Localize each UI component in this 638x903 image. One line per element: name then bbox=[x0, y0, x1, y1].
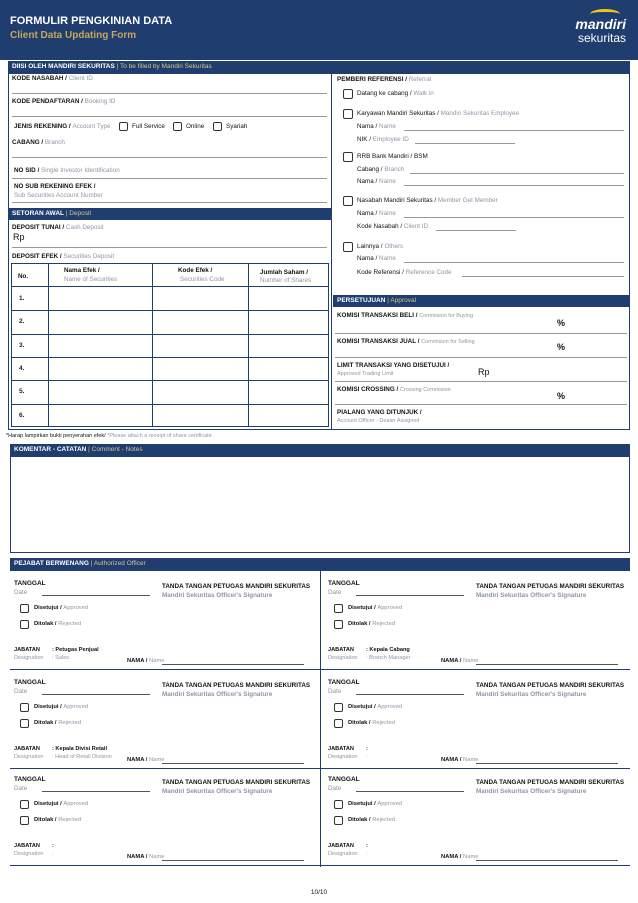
rejected-checkbox[interactable] bbox=[334, 620, 343, 629]
table-row-number: 5. bbox=[19, 388, 25, 396]
table-row-number: 6. bbox=[19, 411, 25, 419]
designation-value: : Head of Retail Division bbox=[52, 754, 112, 760]
signature-label: TANDA TANGAN PETUGAS MANDIRI SEKURITAS bbox=[476, 779, 625, 786]
employee-nik-field[interactable] bbox=[415, 143, 515, 144]
employee-checkbox[interactable] bbox=[343, 109, 353, 119]
jabatan-label: JABATAN bbox=[328, 746, 354, 752]
jabatan-label: JABATAN bbox=[14, 746, 40, 752]
rrb-branch-field[interactable] bbox=[410, 173, 624, 174]
komisi-jual-pct: % bbox=[557, 342, 566, 352]
walkin-label: Datang ke cabang / Walk in bbox=[357, 90, 434, 97]
form-subtitle: Client Data Updating Form bbox=[10, 30, 137, 41]
tanggal-field[interactable] bbox=[42, 791, 150, 792]
syariah-checkbox[interactable] bbox=[213, 122, 222, 131]
table-header-line bbox=[11, 286, 329, 287]
deposit-tunai-rp: Rp bbox=[13, 232, 25, 242]
no-sub-label-en: Sub Securities Account Number bbox=[14, 192, 103, 199]
pialang-label: PIALANG YANG DITUNJUK / bbox=[337, 409, 422, 416]
komisi-beli-label: KOMISI TRANSAKSI BELI / Commision for Buying bbox=[337, 312, 474, 319]
designation-value: : bbox=[366, 754, 368, 760]
rrb-name-label: Nama / Name bbox=[357, 178, 396, 185]
mgm-name-label: Nama / Name bbox=[357, 210, 396, 217]
section-officer-header bbox=[10, 558, 630, 570]
jabatan-value: : Kepala Cabang bbox=[366, 647, 410, 653]
jabatan-label: JABATAN bbox=[14, 647, 40, 653]
tanggal-field[interactable] bbox=[356, 791, 464, 792]
tanggal-label: TANGGAL bbox=[14, 580, 46, 587]
tanggal-label: TANGGAL bbox=[328, 776, 360, 783]
full-service-label: Full Service bbox=[132, 123, 165, 130]
approved-checkbox[interactable] bbox=[20, 800, 29, 809]
no-sub-label: NO SUB REKENING EFEK / bbox=[14, 183, 96, 190]
rejected-label: Ditolak / Rejected bbox=[348, 621, 396, 627]
rejected-checkbox[interactable] bbox=[20, 620, 29, 629]
signature-label-en: Mandiri Sekuritas Officer's Signature bbox=[162, 691, 273, 698]
kode-pendaftaran-field[interactable] bbox=[12, 116, 327, 117]
col-nama: Nama Efek / bbox=[64, 267, 100, 274]
others-checkbox[interactable] bbox=[343, 242, 353, 252]
designation-label: Designation bbox=[328, 851, 358, 857]
nama-field[interactable] bbox=[162, 860, 304, 861]
mandiri-sekuritas-logo bbox=[575, 12, 626, 45]
no-sub-field[interactable] bbox=[12, 202, 327, 203]
officer-block bbox=[326, 674, 626, 766]
komisi-jual-label: KOMISI TRANSAKSI JUAL / Commision for Selling bbox=[337, 338, 475, 345]
others-name-label: Nama / Name bbox=[357, 255, 396, 262]
deposit-tunai-field[interactable] bbox=[12, 247, 327, 248]
designation-label: Designation bbox=[14, 851, 44, 857]
logo-text-2: sekuritas bbox=[577, 31, 626, 45]
jabatan-value: : bbox=[366, 746, 368, 752]
approved-checkbox[interactable] bbox=[20, 703, 29, 712]
syariah-label: Syariah bbox=[226, 123, 248, 130]
nama-field[interactable] bbox=[162, 664, 304, 665]
jabatan-label: JABATAN bbox=[328, 647, 354, 653]
col-jumlah: Jumlah Saham / bbox=[260, 269, 308, 276]
approved-label: Disetujui / Approved bbox=[348, 605, 403, 611]
rrb-label: RRB Bank Mandiri / BSM bbox=[357, 153, 428, 160]
signature-label-en: Mandiri Sekuritas Officer's Signature bbox=[162, 592, 273, 599]
approved-label: Disetujui / Approved bbox=[34, 605, 89, 611]
section-internal-title-en: | To be filled by Mandiri Sekuritas bbox=[116, 63, 212, 70]
table-divider bbox=[152, 263, 153, 427]
signature-label-en: Mandiri Sekuritas Officer's Signature bbox=[476, 592, 587, 599]
rrb-checkbox[interactable] bbox=[343, 152, 353, 162]
approved-label: Disetujui / Approved bbox=[34, 801, 89, 807]
tanggal-label: TANGGAL bbox=[14, 679, 46, 686]
komisi-beli-field[interactable] bbox=[335, 333, 627, 334]
employee-name-field[interactable] bbox=[404, 130, 624, 131]
jabatan-value: : bbox=[366, 843, 368, 849]
officer-column-divider bbox=[320, 571, 321, 867]
table-row-line bbox=[11, 380, 329, 381]
limit-label: LIMIT TRANSAKSI YANG DISETUJUI / bbox=[337, 362, 450, 369]
designation-label: Designation bbox=[328, 754, 358, 760]
designation-value: : bbox=[52, 851, 54, 857]
mgm-client-label: Kode Nasabah / Client ID bbox=[357, 223, 429, 230]
pialang-label-en: Account Officer - Dealer Assigned bbox=[337, 418, 420, 424]
comment-title-en: | Comment - Notes bbox=[88, 446, 143, 453]
page-number: 10/10 bbox=[310, 889, 328, 896]
col-kode: Kode Efek / bbox=[178, 267, 213, 274]
tanggal-label: TANGGAL bbox=[14, 776, 46, 783]
crossing-pct: % bbox=[557, 391, 566, 401]
table-row-line bbox=[11, 404, 329, 405]
signature-label: TANDA TANGAN PETUGAS MANDIRI SEKURITAS bbox=[162, 682, 311, 689]
approval-title: PERSETUJUAN bbox=[337, 297, 386, 304]
tanggal-label: TANGGAL bbox=[328, 580, 360, 587]
approved-checkbox[interactable] bbox=[334, 604, 343, 613]
mgm-name-field[interactable] bbox=[404, 217, 624, 218]
deposit-title-en: | Deposit bbox=[65, 210, 92, 217]
jabatan-value: : Kepala Divisi Retail bbox=[52, 746, 108, 752]
jabatan-label: JABATAN bbox=[328, 843, 354, 849]
mgm-checkbox[interactable] bbox=[343, 196, 353, 206]
signature-label: TANDA TANGAN PETUGAS MANDIRI SEKURITAS bbox=[162, 779, 311, 786]
date-label-en: Date bbox=[328, 688, 342, 695]
limit-field[interactable] bbox=[335, 381, 627, 382]
officer-block bbox=[12, 674, 312, 766]
deposit-tunai-label: DEPOSIT TUNAI / Cash Deposit bbox=[12, 224, 104, 231]
table-divider bbox=[248, 263, 249, 427]
approved-label: Disetujui / Approved bbox=[34, 704, 89, 710]
section-internal-title: DIISI OLEH MANDIRI SEKURITAS bbox=[12, 63, 115, 70]
date-label-en: Date bbox=[328, 589, 342, 596]
komisi-beli-pct: % bbox=[557, 318, 566, 328]
rejected-checkbox[interactable] bbox=[20, 816, 29, 825]
officer-block bbox=[12, 575, 312, 667]
rejected-label: Ditolak / Rejected bbox=[348, 817, 396, 823]
nama-field[interactable] bbox=[476, 664, 618, 665]
walkin-checkbox[interactable] bbox=[343, 89, 353, 99]
nama-label: NAMA / Name bbox=[127, 854, 165, 860]
rejected-checkbox[interactable] bbox=[334, 816, 343, 825]
approved-label: Disetujui / Approved bbox=[348, 704, 403, 710]
col-kode-en: Securities Code bbox=[180, 276, 225, 283]
securities-table bbox=[11, 263, 329, 427]
online-label: Online bbox=[186, 123, 205, 130]
officer-block bbox=[12, 771, 312, 863]
jenis-rekening-label: JENIS REKENING / Account Type bbox=[14, 123, 111, 130]
table-row-number: 3. bbox=[19, 341, 25, 349]
table-row-number: 2. bbox=[19, 318, 25, 326]
kode-pendaftaran-label: KODE PENDAFTARAN / Booking ID bbox=[12, 98, 116, 105]
no-sid-field[interactable] bbox=[12, 178, 327, 179]
nama-field[interactable] bbox=[476, 763, 618, 764]
rrb-branch-label: Cabang / Branch bbox=[357, 166, 405, 173]
tanggal-field[interactable] bbox=[42, 694, 150, 695]
form-title: FORMULIR PENGKINIAN DATA bbox=[10, 15, 173, 27]
referral-label: PEMBERI REFERENSI / Referral bbox=[337, 76, 432, 83]
designation-value: : bbox=[366, 851, 368, 857]
comment-title: KOMENTAR - CATATAN bbox=[14, 446, 87, 453]
nama-label: NAMA / Name bbox=[441, 854, 479, 860]
deposit-efek-label: DEPOSIT EFEK / Securities Deposit bbox=[12, 253, 115, 260]
others-label: Lainnya / Others bbox=[357, 243, 404, 250]
limit-label-en: Approved Trading Limit bbox=[337, 371, 394, 377]
signature-label: TANDA TANGAN PETUGAS MANDIRI SEKURITAS bbox=[476, 583, 625, 590]
section-deposit-header bbox=[8, 208, 331, 220]
nama-label: NAMA / Name bbox=[127, 757, 165, 763]
kode-nasabah-label: KODE NASABAH / Client ID bbox=[12, 75, 93, 82]
designation-value: : Branch Manager bbox=[366, 655, 411, 661]
date-label-en: Date bbox=[14, 688, 28, 695]
table-divider bbox=[48, 263, 49, 427]
officer-block bbox=[326, 575, 626, 667]
jabatan-value: : bbox=[52, 843, 54, 849]
mgm-client-field[interactable] bbox=[436, 230, 516, 231]
table-row-line bbox=[11, 334, 329, 335]
no-sid-label: NO SID / Single Investor Identification bbox=[14, 167, 120, 174]
rejected-label: Ditolak / Rejected bbox=[34, 621, 82, 627]
nama-label: NAMA / Name bbox=[441, 658, 479, 664]
col-nama-en: Name of Securities bbox=[64, 276, 118, 283]
others-name-field[interactable] bbox=[404, 262, 624, 263]
nama-label: NAMA / Name bbox=[127, 658, 165, 664]
rejected-label: Ditolak / Rejected bbox=[34, 720, 82, 726]
tanggal-field[interactable] bbox=[356, 595, 464, 596]
rejected-label: Ditolak / Rejected bbox=[348, 720, 396, 726]
nama-field[interactable] bbox=[476, 860, 618, 861]
table-row-line bbox=[11, 310, 329, 311]
designation-label: Designation bbox=[328, 655, 358, 661]
designation-label: Designation bbox=[14, 655, 44, 661]
deposit-title: SETORAN AWAL bbox=[12, 210, 64, 217]
employee-name-label: Nama / Name bbox=[357, 123, 396, 130]
rrb-name-field[interactable] bbox=[404, 185, 624, 186]
section-internal-header bbox=[8, 61, 630, 73]
nama-label: NAMA / Name bbox=[441, 757, 479, 763]
approved-checkbox[interactable] bbox=[20, 604, 29, 613]
approved-checkbox[interactable] bbox=[334, 800, 343, 809]
date-label-en: Date bbox=[328, 785, 342, 792]
full-service-checkbox[interactable] bbox=[119, 122, 128, 131]
deposit-note: *Harap lampirkan bukti penyerahan efek/ *Please attach a receipt of share certificate bbox=[6, 433, 212, 439]
signature-label-en: Mandiri Sekuritas Officer's Signature bbox=[162, 788, 273, 795]
online-checkbox[interactable] bbox=[173, 122, 182, 131]
table-row-number: 4. bbox=[19, 364, 25, 372]
komisi-jual-field[interactable] bbox=[335, 357, 627, 358]
signature-label: TANDA TANGAN PETUGAS MANDIRI SEKURITAS bbox=[162, 583, 311, 590]
jabatan-label: JABATAN bbox=[14, 843, 40, 849]
others-ref-field[interactable] bbox=[462, 276, 624, 277]
signature-label-en: Mandiri Sekuritas Officer's Signature bbox=[476, 691, 587, 698]
employee-label: Karyawan Mandiri Sekuritas / Mandiri Sekuritas Employee bbox=[357, 110, 520, 117]
approved-checkbox[interactable] bbox=[334, 703, 343, 712]
col-no: No. bbox=[18, 273, 29, 280]
comment-textarea[interactable] bbox=[10, 456, 630, 553]
designation-label: Designation bbox=[14, 754, 44, 760]
kode-nasabah-field[interactable] bbox=[12, 93, 327, 94]
mgm-label: Nasabah Mandiri Sekuritas / Member Get Member bbox=[357, 197, 498, 204]
column-divider bbox=[331, 73, 332, 430]
col-jumlah-en: Number of Shares bbox=[260, 277, 312, 284]
header-banner bbox=[0, 0, 638, 60]
cabang-field[interactable] bbox=[12, 157, 327, 158]
table-row-number: 1. bbox=[19, 295, 25, 302]
date-label-en: Date bbox=[14, 785, 28, 792]
approval-title-en: | Approval bbox=[387, 297, 417, 304]
section-comment-header bbox=[10, 444, 630, 456]
logo-arc-icon bbox=[590, 9, 620, 19]
date-label-en: Date bbox=[14, 589, 28, 596]
limit-rp: Rp bbox=[478, 367, 490, 377]
rejected-label: Ditolak / Rejected bbox=[34, 817, 82, 823]
cabang-label: CABANG / Branch bbox=[12, 139, 65, 146]
officer-title: PEJABAT BERWENANG bbox=[14, 560, 89, 567]
approved-label: Disetujui / Approved bbox=[348, 801, 403, 807]
signature-label-en: Mandiri Sekuritas Officer's Signature bbox=[476, 788, 587, 795]
jabatan-value: : Petugas Penjual bbox=[52, 647, 99, 653]
rejected-checkbox[interactable] bbox=[334, 719, 343, 728]
crossing-field[interactable] bbox=[335, 404, 627, 405]
tanggal-field[interactable] bbox=[356, 694, 464, 695]
tanggal-label: TANGGAL bbox=[328, 679, 360, 686]
signature-label: TANDA TANGAN PETUGAS MANDIRI SEKURITAS bbox=[476, 682, 625, 689]
officer-title-en: | Authorized Officer bbox=[90, 560, 146, 567]
designation-value: : Sales bbox=[52, 655, 70, 661]
tanggal-field[interactable] bbox=[42, 595, 150, 596]
others-ref-label: Kode Referensi / Reference Code bbox=[357, 269, 452, 276]
nama-field[interactable] bbox=[162, 763, 304, 764]
employee-nik-label: NIK / Employee ID bbox=[357, 136, 409, 143]
section-approval-header bbox=[333, 295, 630, 307]
rejected-checkbox[interactable] bbox=[20, 719, 29, 728]
officer-block bbox=[326, 771, 626, 863]
logo-text-1: mandiri bbox=[575, 16, 626, 32]
table-row-line bbox=[11, 357, 329, 358]
crossing-label: KOMISI CROSSING / Crossing Commision bbox=[337, 386, 451, 393]
